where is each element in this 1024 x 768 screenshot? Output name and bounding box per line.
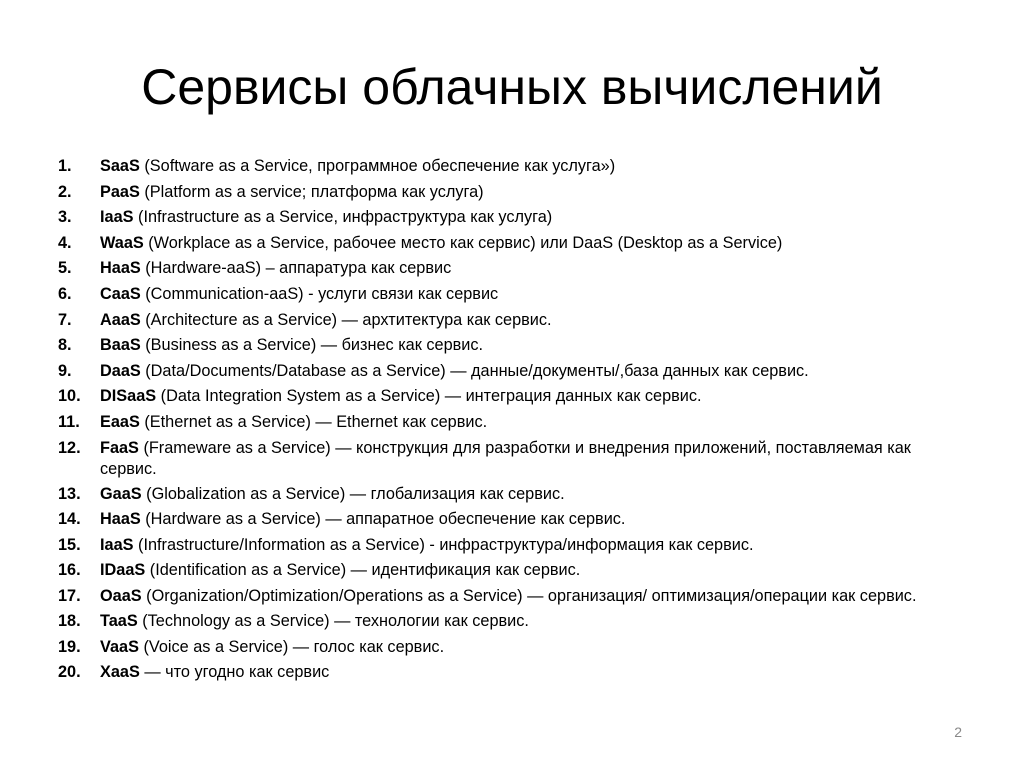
item-abbreviation: IaaS (100, 208, 134, 227)
list-item (58, 359, 958, 385)
item-description: (Globalization as a Service) — глобализация как сервис. (141, 484, 565, 503)
item-abbreviation: BaaS (100, 336, 141, 355)
item-description: (Architecture as a Service) — архтитектура как сервис. (140, 310, 552, 329)
item-description: (Data Integration System as a Service) — интеграция данных как сервис. (156, 387, 702, 406)
item-abbreviation: GaaS (100, 484, 142, 503)
item-description: (Hardware as a Service) — аппаратное обеспечение как сервис. (140, 510, 626, 529)
item-description: (Workplace as a Service, рабочее место как сервис) или DaaS (Desktop as a Service) (143, 233, 783, 252)
item-abbreviation: VaaS (100, 637, 139, 656)
item-description: (Identification as a Service) — идентификация как сервис. (145, 561, 581, 580)
item-number: 15. (58, 535, 81, 554)
item-number: 6. (58, 284, 72, 303)
item-abbreviation: IaaS (100, 535, 134, 554)
list-item (58, 533, 958, 559)
item-description: — что угодно как сервис (139, 663, 330, 682)
item-description: (Communication-aaS) - услуги связи как сервис (140, 284, 499, 303)
item-number: 18. (58, 611, 81, 630)
item-abbreviation: CaaS (100, 284, 141, 303)
item-number: 1. (58, 157, 72, 175)
item-description: (Hardware-aaS) – аппаратура как сервис (140, 259, 452, 278)
item-description: (Data/Documents/Database as a Service) — данные/документы/,база данных как сервис. (140, 361, 809, 380)
list-item (58, 609, 958, 635)
item-number: 4. (58, 233, 72, 252)
item-abbreviation: OaaS (100, 586, 142, 605)
item-number: 12. (58, 438, 81, 457)
slide-title: Сервисы облачных вычислений (141, 59, 883, 115)
item-description: (Technology as a Service) — технологии как сервис. (137, 611, 529, 630)
item-description: (Frameware as a Service) — конструкция для разработки и внедрения приложений, поставляемая как сервис. (100, 438, 911, 478)
item-abbreviation: XaaS (100, 663, 140, 682)
item-number: 9. (58, 361, 72, 380)
list-item (58, 507, 958, 533)
item-abbreviation: EaaS (100, 412, 140, 431)
item-description: (Software as a Service, программное обеспечение как услуга») (139, 157, 616, 175)
page-number: 2 (954, 724, 962, 740)
item-abbreviation: IDaaS (100, 561, 146, 580)
list-item (58, 154, 958, 180)
item-number: 3. (58, 208, 72, 227)
item-abbreviation: FaaS (100, 438, 139, 457)
list-item (58, 558, 958, 584)
item-number: 13. (58, 484, 81, 503)
list-item (58, 282, 958, 308)
item-number: 14. (58, 510, 81, 529)
list-item (58, 584, 958, 609)
list-item (58, 180, 958, 206)
item-number: 20. (58, 663, 81, 682)
item-description: (Ethernet as a Service) — Ethernet как сервис. (139, 412, 488, 431)
list-item (58, 231, 958, 257)
item-abbreviation: DISaaS (100, 387, 157, 406)
item-abbreviation: WaaS (100, 233, 144, 252)
item-abbreviation: SaaS (100, 157, 140, 175)
item-abbreviation: HaaS (100, 259, 141, 278)
item-abbreviation: TaaS (100, 611, 138, 630)
item-description: (Business as a Service) — бизнес как сервис. (140, 336, 484, 355)
list-item (58, 333, 958, 359)
item-description: (Organization/Optimization/Operations as a Service) — организация/ оптимизация/операции как сервис. (141, 586, 917, 605)
item-number: 11. (58, 412, 80, 431)
list-item (58, 256, 958, 282)
item-description: (Infrastructure/Information as a Service) - инфраструктура/информация как сервис. (133, 535, 754, 554)
item-number: 16. (58, 561, 81, 580)
item-number: 2. (58, 182, 72, 201)
service-list (58, 154, 958, 686)
item-abbreviation: AaaS (100, 310, 141, 329)
list-item (58, 660, 958, 686)
item-number: 19. (58, 637, 81, 656)
item-description: (Platform as a service; платформа как услуга) (139, 182, 484, 201)
item-abbreviation: DaaS (100, 361, 141, 380)
list-item (58, 436, 958, 482)
list-item (58, 205, 958, 231)
item-number: 8. (58, 336, 72, 355)
item-number: 5. (58, 259, 72, 278)
item-number: 17. (58, 586, 81, 605)
list-item (58, 410, 958, 436)
list-item (58, 308, 958, 334)
item-description: (Voice as a Service) — голос как сервис. (138, 637, 445, 656)
item-abbreviation: HaaS (100, 510, 141, 529)
item-description: (Infrastructure as a Service, инфраструктура как услуга) (133, 208, 553, 227)
item-number: 7. (58, 310, 72, 329)
item-abbreviation: PaaS (100, 182, 140, 201)
list-item (58, 482, 958, 508)
list-item (58, 635, 958, 661)
list-item (58, 384, 958, 410)
item-number: 10. (58, 387, 81, 406)
